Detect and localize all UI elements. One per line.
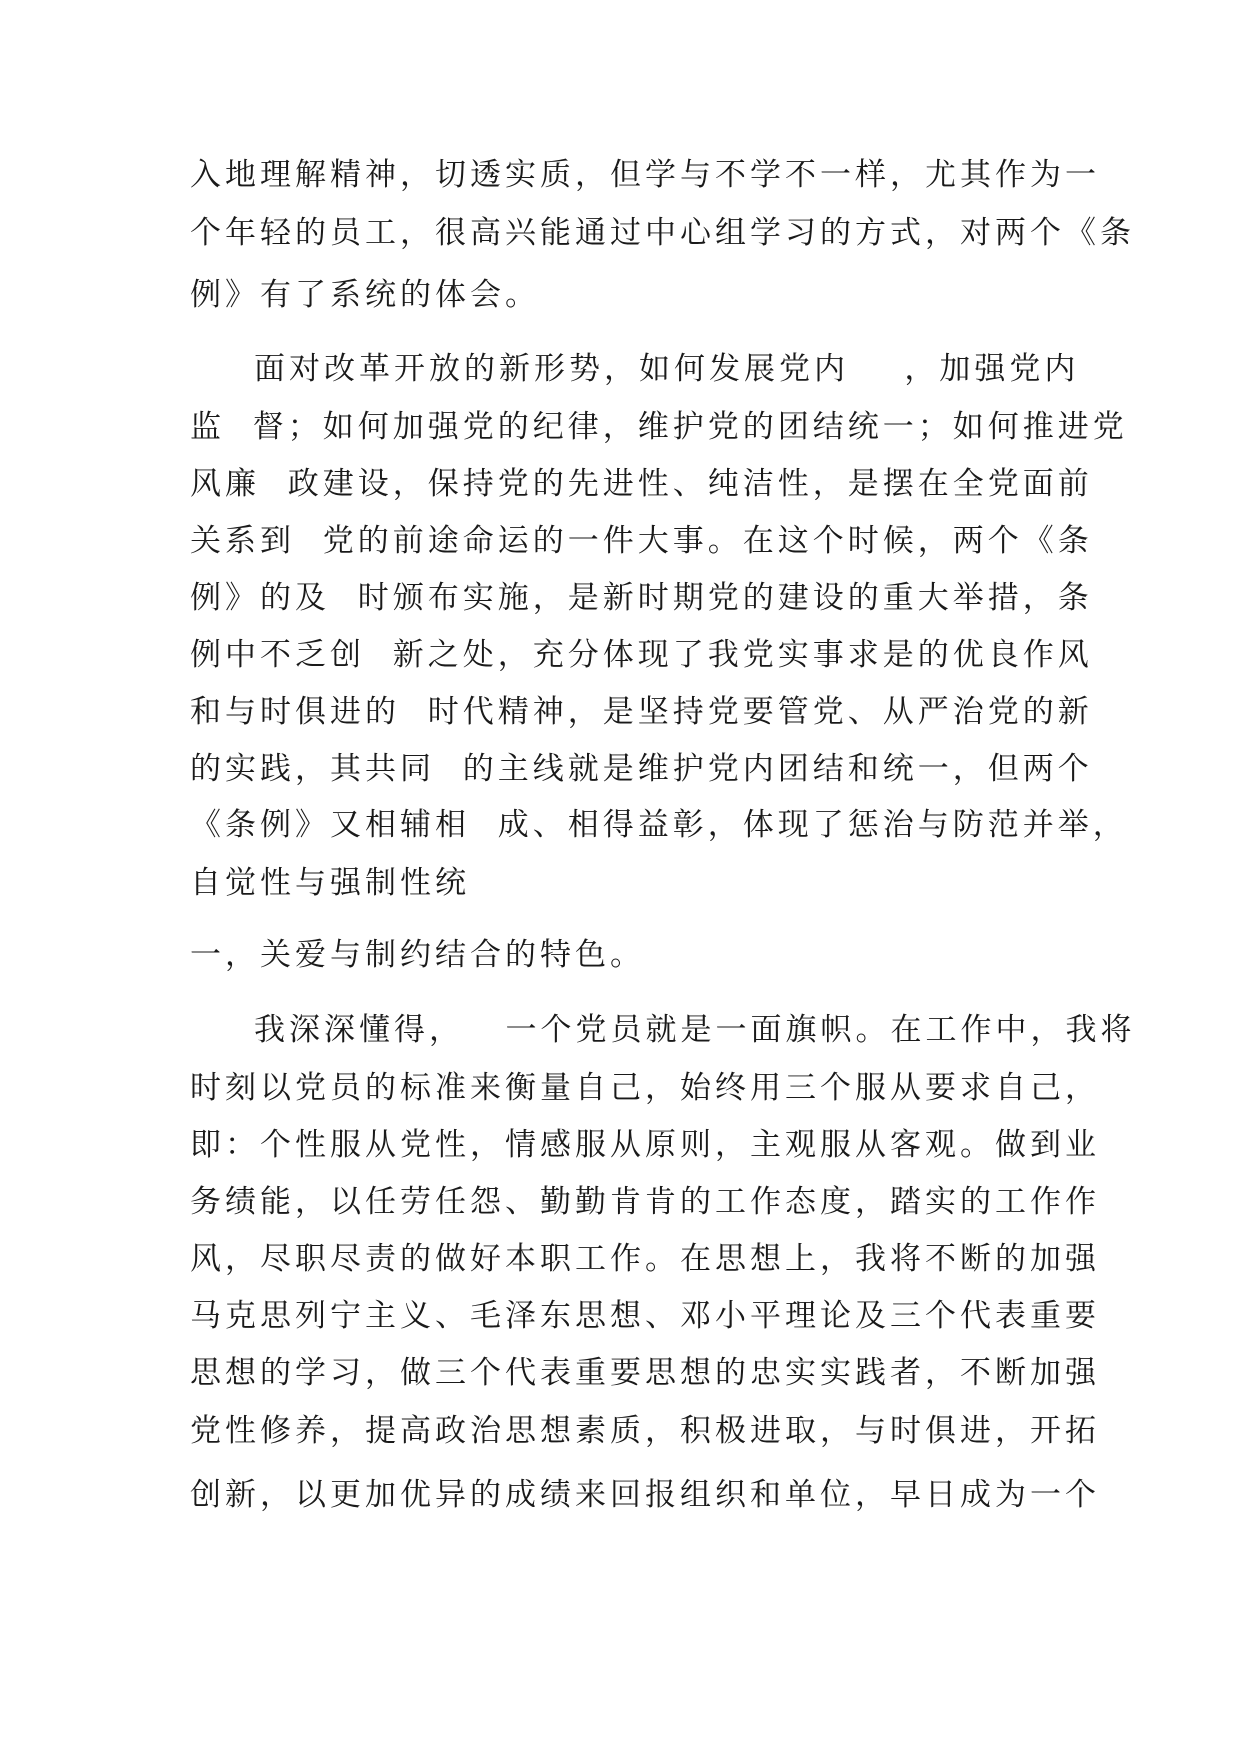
text-line: 马克思列宁主义、毛泽东思想、邓小平理论及三个代表重要 [190,1298,1100,1334]
text-line: 风，尽职尽责的做好本职工作。在思想上，我将不断的加强 [190,1241,1100,1277]
text-line: 入地理解精神，切透实质，但学与不学不一样，尤其作为一 [190,157,1100,193]
text-line: 一，关爱与制约结合的特色。 [190,937,645,973]
text-line: 例》有了系统的体会。 [190,277,540,313]
text-line: 和与时俱进的 时代精神，是坚持党要管党、从严治党的新 [190,694,1093,730]
text-line: 创新，以更加优异的成绩来回报组织和单位，早日成为一个 [190,1477,1100,1513]
paragraph-first-line: 我深深懂得， 一个党员就是一面旗帜。在工作中，我将 [254,1012,1136,1048]
text-line: 例中不乏创 新之处，充分体现了我党实事求是的优良作风 [190,637,1093,673]
paragraph-first-line: 面对改革开放的新形势，如何发展党内 ，加强党内 [254,351,1080,387]
text-line: 党性修养，提高政治思想素质，积极进取，与时俱进，开拓 [190,1413,1100,1449]
text-line: 务绩能，以任劳任怨、勤勤肯肯的工作态度，踏实的工作作 [190,1184,1100,1220]
text-line: 思想的学习，做三个代表重要思想的忠实实践者，不断加强 [190,1355,1100,1391]
text-line: 个年轻的员工，很高兴能通过中心组学习的方式，对两个《条 [190,215,1135,251]
text-line: 时刻以党员的标准来衡量自己，始终用三个服从要求自己， [190,1070,1100,1106]
text-line: 《条例》又相辅相 成、相得益彰，体现了惩治与防范并举， [190,807,1128,843]
text-line: 即：个性服从党性，情感服从原则，主观服从客观。做到业 [190,1127,1100,1163]
text-line: 自觉性与强制性统 [190,865,470,901]
text-line: 风廉 政建设，保持党的先进性、纯洁性，是摆在全党面前 [190,466,1093,502]
text-line: 监 督；如何加强党的纪律，维护党的团结统一；如何推进党 [190,409,1128,445]
text-line: 的实践，其共同 的主线就是维护党内团结和统一，但两个 [190,751,1093,787]
text-line: 例》的及 时颁布实施，是新时期党的建设的重大举措，条 [190,580,1093,616]
text-line: 关系到 党的前途命运的一件大事。在这个时候，两个《条 [190,523,1093,559]
